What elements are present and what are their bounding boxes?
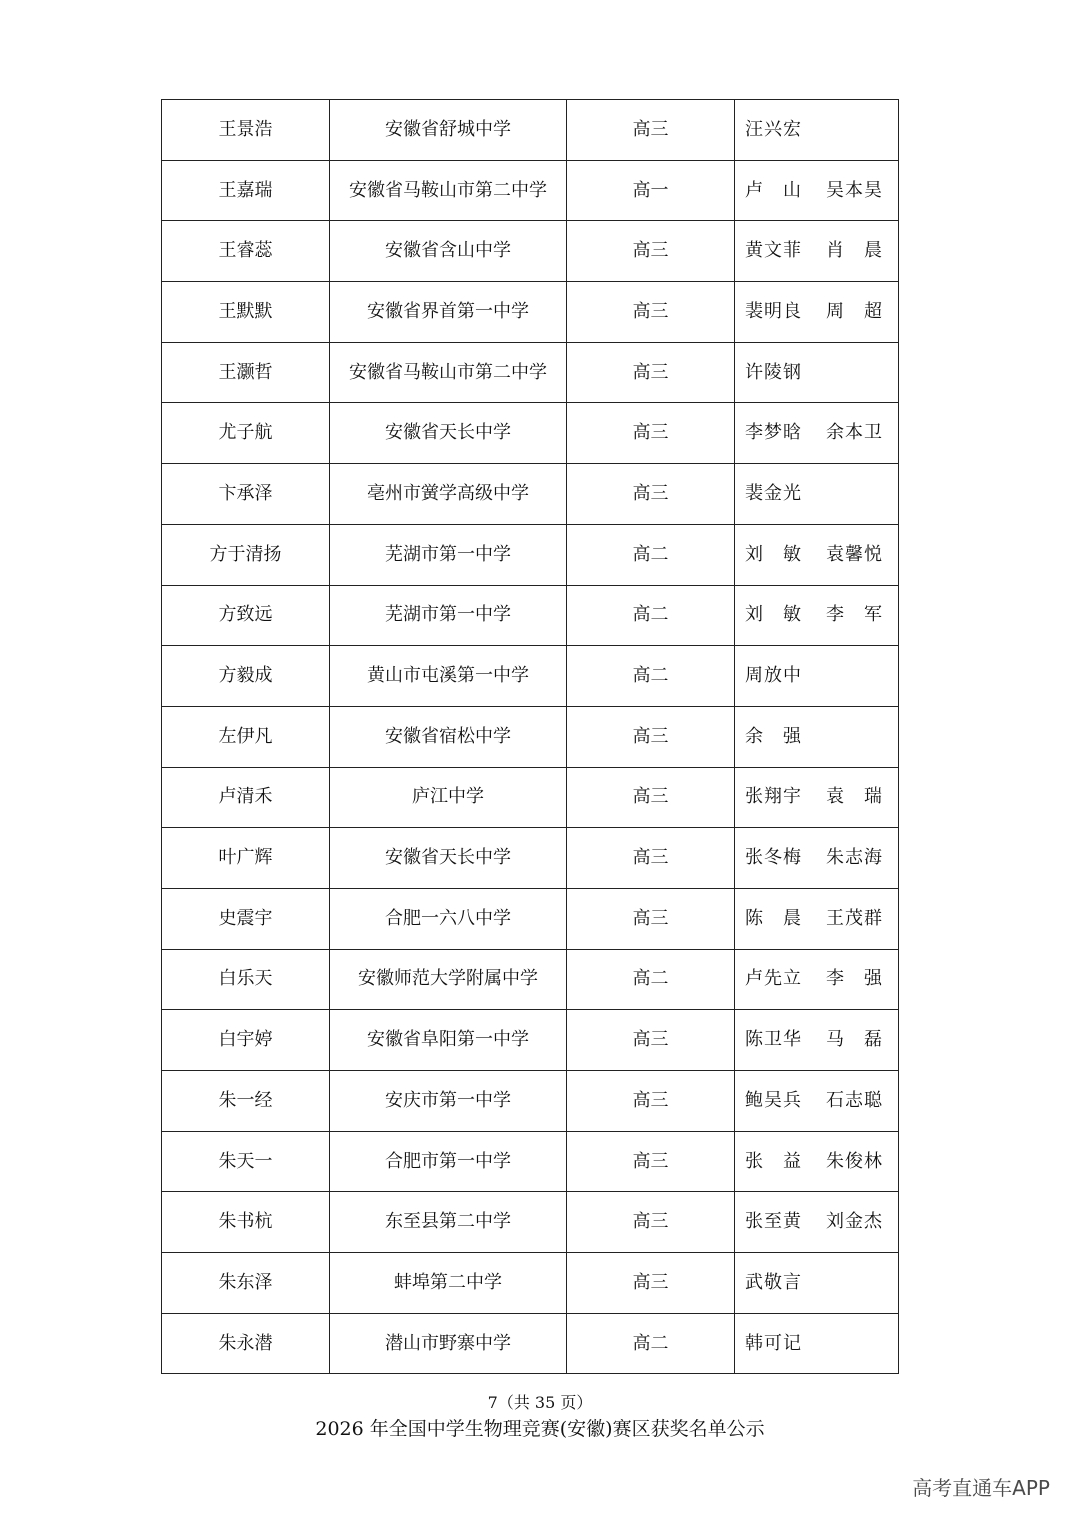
teacher-name: 裴明良: [745, 300, 801, 322]
document-title: 2026 年全国中学生物理竞赛(安徽)赛区获奖名单公示: [315, 1418, 765, 1440]
student-name-cell: 白宇婷: [162, 1010, 330, 1071]
table-row: [162, 585, 899, 646]
teacher-list: [745, 1332, 882, 1354]
student-name-cell: 王睿蕊: [162, 221, 330, 282]
student-name-cell: 白乐天: [162, 949, 330, 1010]
grade-cell: 高三: [567, 100, 735, 161]
table-row: [162, 646, 899, 707]
teacher-cell: [735, 767, 899, 828]
teacher-list: [745, 424, 882, 442]
awards-table-body: [162, 100, 899, 1374]
school-cell: 安徽省天长中学: [330, 403, 567, 464]
school-cell: 安徽省舒城中学: [330, 100, 567, 161]
grade-cell: 高三: [567, 706, 735, 767]
grade-cell: 高三: [567, 1010, 735, 1071]
school-cell: 亳州市黉学高级中学: [330, 464, 567, 525]
teacher-name: 周放中: [745, 665, 801, 687]
teacher-list: [745, 361, 882, 383]
teacher-name: 王茂群: [826, 907, 882, 929]
teacher-name: 刘金杰: [826, 1211, 882, 1233]
teacher-name: 肖 晨: [826, 240, 882, 262]
student-name-cell: 王默默: [162, 282, 330, 343]
school-cell: 安徽省阜阳第一中学: [330, 1010, 567, 1071]
teacher-cell: [735, 706, 899, 767]
table-row: [162, 1313, 899, 1374]
teacher-name: 余 强: [745, 725, 801, 747]
student-name-cell: 朱书杭: [162, 1192, 330, 1253]
table-row: [162, 160, 899, 221]
teacher-name: 朱俊林: [826, 1150, 882, 1172]
teacher-list: [745, 667, 882, 685]
grade-cell: 高三: [567, 1192, 735, 1253]
student-name-cell: 方毅成: [162, 646, 330, 707]
teacher-name: 张翔宇: [745, 786, 801, 808]
table-row: [162, 464, 899, 525]
table-row: [162, 1010, 899, 1071]
school-cell: 庐江中学: [330, 767, 567, 828]
table-row: [162, 888, 899, 949]
school-cell: 安庆市第一中学: [330, 1071, 567, 1132]
teacher-cell: [735, 888, 899, 949]
grade-cell: 高三: [567, 828, 735, 889]
teacher-cell: [735, 1313, 899, 1374]
table-row: [162, 828, 899, 889]
table-row: [162, 1071, 899, 1132]
teacher-list: [745, 118, 882, 140]
teacher-list: [745, 1271, 882, 1293]
teacher-cell: [735, 1131, 899, 1192]
teacher-list: [745, 242, 882, 260]
teacher-list: [745, 1089, 882, 1111]
school-cell: 安徽省界首第一中学: [330, 282, 567, 343]
table-row: [162, 1253, 899, 1314]
student-name-cell: 朱一经: [162, 1071, 330, 1132]
grade-cell: 高三: [567, 767, 735, 828]
table-row: [162, 706, 899, 767]
grade-cell: 高三: [567, 282, 735, 343]
teacher-cell: [735, 1010, 899, 1071]
teacher-list: [745, 1031, 882, 1049]
student-name-cell: 卢清禾: [162, 767, 330, 828]
teacher-name: 裴金光: [745, 482, 801, 504]
page-number: 7（共 35 页）: [487, 1393, 593, 1412]
school-cell: 安徽省马鞍山市第二中学: [330, 342, 567, 403]
teacher-cell: [735, 403, 899, 464]
teacher-cell: [735, 1192, 899, 1253]
student-name-cell: 方致远: [162, 585, 330, 646]
teacher-cell: [735, 160, 899, 221]
teacher-list: [745, 300, 882, 322]
teacher-name: 鲍吴兵: [745, 1089, 801, 1111]
teacher-cell: [735, 221, 899, 282]
school-cell: 安徽省天长中学: [330, 828, 567, 889]
grade-cell: 高二: [567, 949, 735, 1010]
student-name-cell: 左伊凡: [162, 706, 330, 767]
grade-cell: 高三: [567, 1071, 735, 1132]
school-cell: 蚌埠第二中学: [330, 1253, 567, 1314]
teacher-list: [745, 788, 882, 806]
teacher-cell: [735, 949, 899, 1010]
grade-cell: 高二: [567, 524, 735, 585]
teacher-name: 卢 山: [745, 179, 801, 201]
student-name-cell: 尤子航: [162, 403, 330, 464]
grade-cell: 高三: [567, 342, 735, 403]
teacher-cell: [735, 828, 899, 889]
teacher-list: [745, 1150, 882, 1172]
teacher-name: 黄文菲: [745, 240, 801, 262]
teacher-name: 石志聪: [826, 1089, 882, 1111]
teacher-name: 马 磊: [826, 1029, 882, 1051]
student-name-cell: 王嘉瑞: [162, 160, 330, 221]
teacher-name: 张至黄: [745, 1211, 801, 1233]
teacher-list: [745, 1213, 882, 1231]
teacher-cell: [735, 342, 899, 403]
teacher-name: 袁馨悦: [826, 543, 882, 565]
teacher-cell: [735, 646, 899, 707]
teacher-list: [745, 179, 882, 201]
school-cell: 安徽省马鞍山市第二中学: [330, 160, 567, 221]
school-cell: 合肥一六八中学: [330, 888, 567, 949]
school-cell: 安徽师范大学附属中学: [330, 949, 567, 1010]
teacher-name: 刘 敏: [745, 604, 801, 626]
school-cell: 芜湖市第一中学: [330, 524, 567, 585]
awards-table: [161, 99, 899, 1374]
teacher-name: 韩可记: [745, 1332, 801, 1354]
teacher-name: 卢先立: [745, 968, 801, 990]
table-row: [162, 1131, 899, 1192]
grade-cell: 高三: [567, 403, 735, 464]
student-name-cell: 朱东泽: [162, 1253, 330, 1314]
school-cell: 东至县第二中学: [330, 1192, 567, 1253]
grade-cell: 高三: [567, 888, 735, 949]
grade-cell: 高二: [567, 1313, 735, 1374]
school-cell: 芜湖市第一中学: [330, 585, 567, 646]
table-row: [162, 524, 899, 585]
table-row: [162, 342, 899, 403]
teacher-list: [745, 907, 882, 929]
student-name-cell: 叶广辉: [162, 828, 330, 889]
teacher-name: 吴本昊: [826, 179, 882, 201]
teacher-name: 陈 晨: [745, 907, 801, 929]
teacher-name: 武敬言: [745, 1271, 801, 1293]
grade-cell: 高一: [567, 160, 735, 221]
table-row: [162, 767, 899, 828]
teacher-name: 袁 瑞: [826, 786, 882, 808]
watermark-text: 高考直通车APP: [912, 1476, 1050, 1500]
table-row: [162, 403, 899, 464]
school-cell: 潜山市野寨中学: [330, 1313, 567, 1374]
table-row: [162, 282, 899, 343]
grade-cell: 高三: [567, 1131, 735, 1192]
teacher-name: 朱志海: [826, 847, 882, 869]
teacher-list: [745, 725, 882, 747]
grade-cell: 高二: [567, 646, 735, 707]
student-name-cell: 朱永潜: [162, 1313, 330, 1374]
student-name-cell: 卞承泽: [162, 464, 330, 525]
table-row: [162, 1192, 899, 1253]
grade-cell: 高三: [567, 221, 735, 282]
teacher-name: 李 军: [826, 604, 882, 626]
grade-cell: 高三: [567, 1253, 735, 1314]
teacher-name: 张冬梅: [745, 847, 801, 869]
teacher-cell: [735, 1071, 899, 1132]
school-cell: 安徽省含山中学: [330, 221, 567, 282]
student-name-cell: 王景浩: [162, 100, 330, 161]
teacher-cell: [735, 1253, 899, 1314]
teacher-name: 许陵钢: [745, 361, 801, 383]
teacher-name: 汪兴宏: [745, 118, 801, 140]
table-row: [162, 100, 899, 161]
grade-cell: 高三: [567, 464, 735, 525]
teacher-list: [745, 849, 882, 867]
teacher-name: 张 益: [745, 1150, 801, 1172]
teacher-list: [745, 606, 882, 624]
student-name-cell: 史震宇: [162, 888, 330, 949]
teacher-name: 李梦晗: [745, 422, 801, 444]
school-cell: 黄山市屯溪第一中学: [330, 646, 567, 707]
teacher-cell: [735, 464, 899, 525]
teacher-cell: [735, 585, 899, 646]
teacher-list: [745, 543, 882, 565]
student-name-cell: 王灏哲: [162, 342, 330, 403]
teacher-name: 刘 敏: [745, 543, 801, 565]
table-row: [162, 949, 899, 1010]
teacher-name: 李 强: [826, 968, 882, 990]
grade-cell: 高二: [567, 585, 735, 646]
teacher-name: 余本卫: [826, 422, 882, 444]
school-cell: 安徽省宿松中学: [330, 706, 567, 767]
table-row: [162, 221, 899, 282]
teacher-cell: [735, 100, 899, 161]
teacher-cell: [735, 524, 899, 585]
teacher-list: [745, 970, 882, 988]
student-name-cell: 朱天一: [162, 1131, 330, 1192]
school-cell: 合肥市第一中学: [330, 1131, 567, 1192]
teacher-list: [745, 482, 882, 504]
teacher-cell: [735, 282, 899, 343]
teacher-name: 周 超: [826, 300, 882, 322]
teacher-name: 陈卫华: [745, 1029, 801, 1051]
student-name-cell: 方于清扬: [162, 524, 330, 585]
